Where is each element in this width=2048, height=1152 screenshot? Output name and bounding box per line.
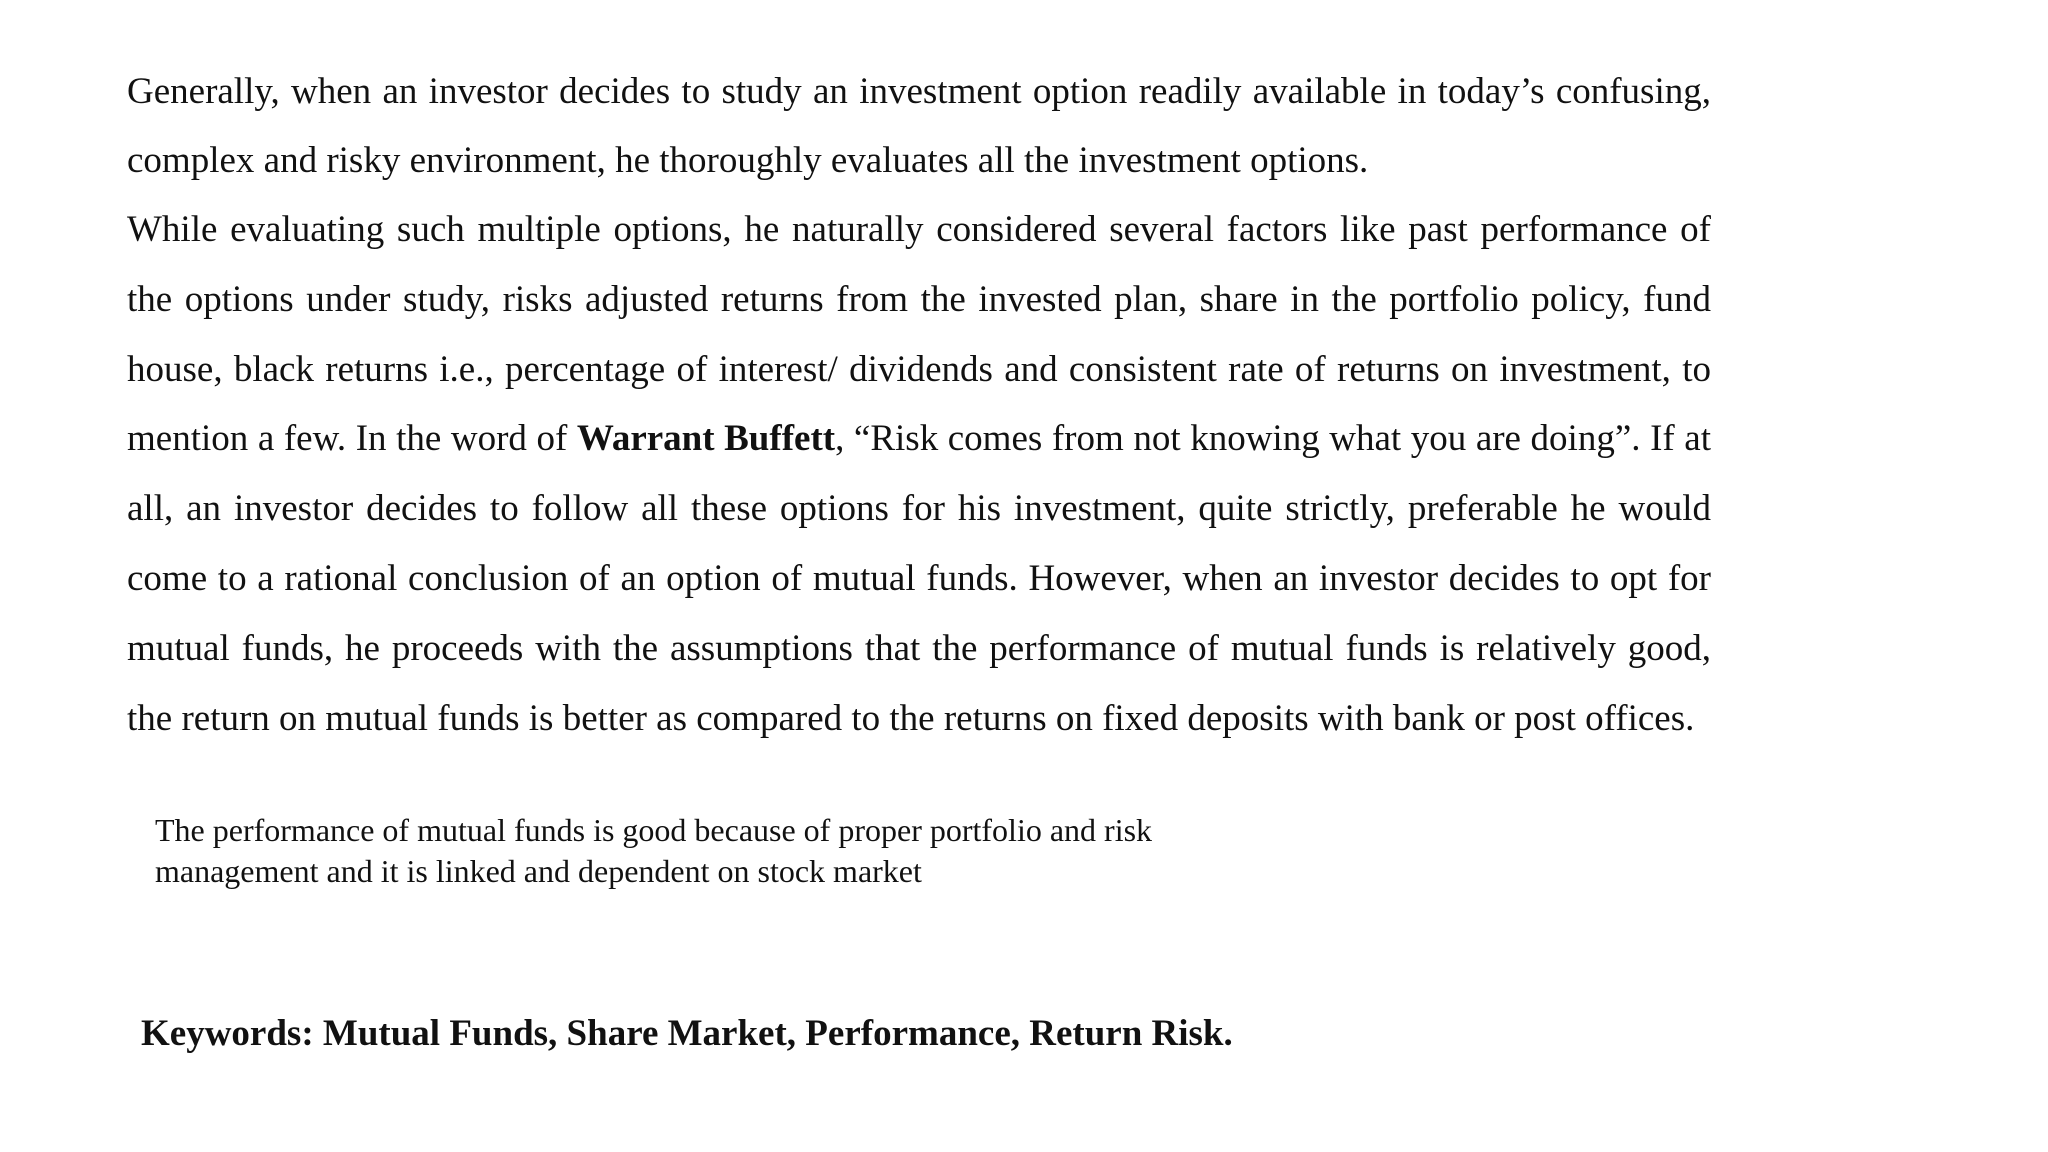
paragraph-evaluation — [127, 195, 1711, 753]
paragraph-intro: Generally, when an investor decides to study an investment option readily available in today’s confusing, complex and risky environment, he thoroughly evaluates all the investment options. — [127, 71, 1711, 181]
paragraph-evaluation-text-end: , “Risk comes from not knowing what you are doing”. If at all, an investor decides to follow all these options for his investment, quite strictly, preferable he would come to a rational conclusion of an option of mutual funds. However, when an investor decides to opt for mutual funds, he proceeds with the assumptions that the performance of mutual funds is relatively good, the return on mutual funds is better as compared to the returns on fixed deposits with bank or post offices. — [127, 418, 1711, 739]
performance-note: The performance of mutual funds is good because of proper portfolio and risk management and it is linked and dependent on stock market — [155, 812, 1153, 889]
paragraph-evaluation-text-start: While evaluating such multiple options, he naturally considered several factors like past performance of the options under study, risks adjusted returns from the invested plan, share in the portfolio policy, fund house, black returns i.e., percentage of interest/ dividends and consistent rate of returns on investment, to mention a few. In the word of — [127, 209, 1711, 460]
keywords-line: Keywords: Mutual Funds, Share Market, Performance, Return Risk. — [141, 1013, 1233, 1054]
quoted-person-name: Warrant Buffett — [576, 418, 836, 460]
